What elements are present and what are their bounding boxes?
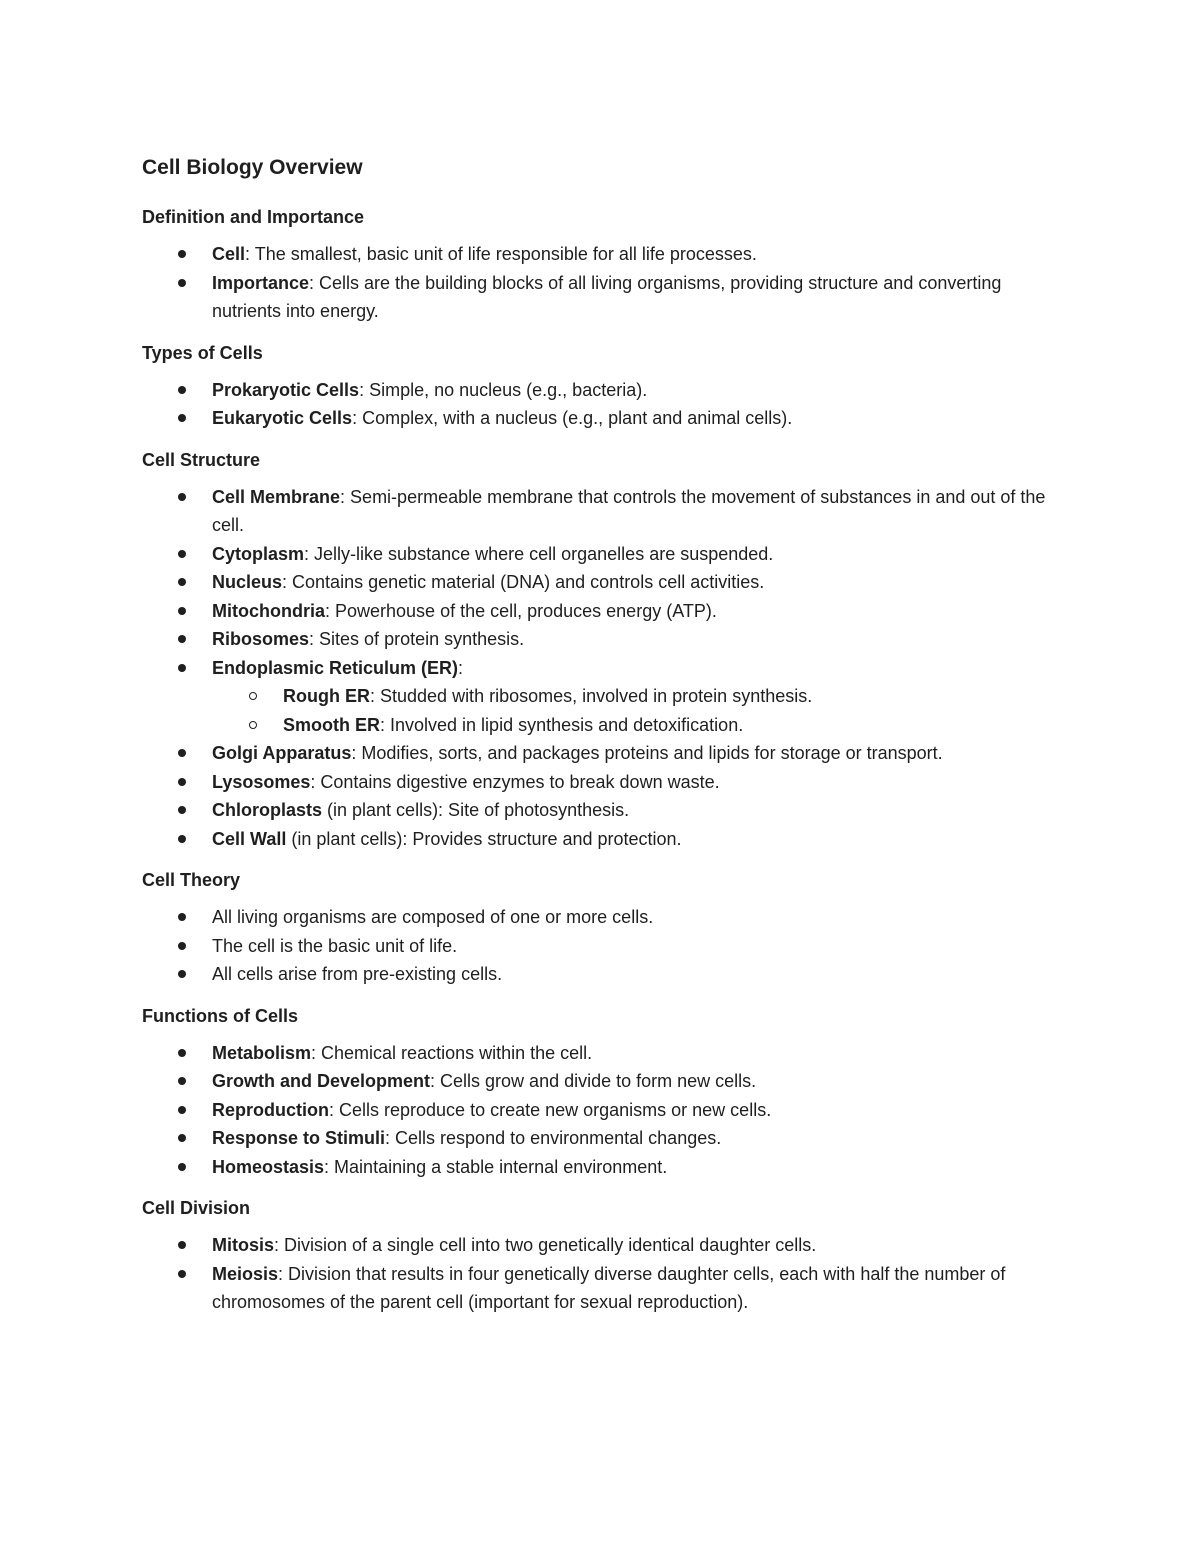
bullet-list xyxy=(142,240,1062,326)
list-item-text: : Powerhouse of the cell, produces energy (ATP). xyxy=(325,600,717,621)
list-item xyxy=(142,932,1062,961)
document-title: Cell Biology Overview xyxy=(142,156,363,179)
bullet-icon xyxy=(178,942,186,950)
list-item-text: : Sites of protein synthesis. xyxy=(309,629,525,649)
sub-list-item-term: Smooth ER xyxy=(283,714,380,735)
list-item xyxy=(142,540,1062,569)
list-item-term: Prokaryotic Cells xyxy=(212,379,360,400)
list-item-text: : Semi-permeable membrane that controls the movement of substances in and out of the cell. xyxy=(212,486,1046,535)
bullet-icon xyxy=(178,1241,186,1249)
bullet-icon xyxy=(178,493,186,501)
list-item-term: Importance xyxy=(212,272,310,293)
bullet-icon xyxy=(178,1270,186,1278)
list-item-term: Mitochondria xyxy=(212,600,325,621)
bullet-icon xyxy=(178,386,186,394)
list-item-text: : Chemical reactions within the cell. xyxy=(311,1042,593,1063)
list-item-text: (in plant cells): Provides structure and protection. xyxy=(286,828,682,849)
list-item xyxy=(142,1231,1062,1260)
list-item xyxy=(142,768,1062,797)
list-item-text: : xyxy=(458,657,464,678)
list-item xyxy=(142,1260,1062,1317)
list-item xyxy=(142,597,1062,626)
sub-list-item xyxy=(212,682,1062,711)
hollow-bullet-icon xyxy=(249,692,257,700)
list-item-text: : Cells are the building blocks of all living organisms, providing structure and converting nutrients into energy. xyxy=(212,272,1002,321)
list-item-term: Reproduction xyxy=(212,1099,329,1120)
list-item-term: Mitosis xyxy=(212,1235,275,1255)
bullet-icon xyxy=(178,1049,186,1057)
bullet-icon xyxy=(178,749,186,757)
sub-bullet-list xyxy=(212,682,1062,739)
section-heading-cell-structure: Cell Structure xyxy=(142,449,261,470)
list-item-text: : Maintaining a stable internal environment. xyxy=(324,1156,668,1177)
sub-list-item xyxy=(212,711,1062,740)
list-item-text: : Cells grow and divide to form new cells. xyxy=(430,1071,757,1091)
bullet-icon xyxy=(178,835,186,843)
list-item-term: Nucleus xyxy=(212,572,283,592)
list-item-text: : Modifies, sorts, and packages proteins and lipids for storage or transport. xyxy=(351,743,943,763)
list-item-text: : Cells respond to environmental changes. xyxy=(385,1128,722,1148)
bullet-icon xyxy=(178,1077,186,1085)
list-item-text: : Division of a single cell into two genetically identical daughter cells. xyxy=(274,1235,817,1255)
list-item-text: : Complex, with a nucleus (e.g., plant and animal cells). xyxy=(352,408,793,428)
list-item-term: Homeostasis xyxy=(212,1156,325,1177)
list-item-term: Cell Wall xyxy=(212,828,287,849)
document-page xyxy=(142,150,1062,1331)
bullet-icon xyxy=(178,607,186,615)
list-item-text: : Contains digestive enzymes to break down waste. xyxy=(310,771,720,792)
list-item xyxy=(142,739,1062,768)
list-item-term: Lysosomes xyxy=(212,771,311,792)
bullet-list xyxy=(142,903,1062,989)
list-item-term: Metabolism xyxy=(212,1042,312,1063)
bullet-icon xyxy=(178,970,186,978)
list-item-term: Endoplasmic Reticulum (ER) xyxy=(212,657,459,678)
list-item-text: (in plant cells): Site of photosynthesis. xyxy=(322,800,630,820)
bullet-icon xyxy=(178,664,186,672)
bullet-icon xyxy=(178,1106,186,1114)
list-item xyxy=(142,404,1062,433)
document-body xyxy=(142,204,1062,1317)
list-item-term: Cell xyxy=(212,244,246,264)
list-item xyxy=(142,1153,1062,1182)
list-item-text: : Contains genetic material (DNA) and controls cell activities. xyxy=(282,572,765,592)
list-item-text: The cell is the basic unit of life. xyxy=(212,935,458,956)
bullet-icon xyxy=(178,1134,186,1142)
bullet-list xyxy=(142,376,1062,433)
list-item xyxy=(142,1039,1062,1068)
list-item xyxy=(142,376,1062,405)
list-item-term: Golgi Apparatus xyxy=(212,743,352,763)
list-item-text: : Simple, no nucleus (e.g., bacteria). xyxy=(359,379,648,400)
section-heading-cell-theory: Cell Theory xyxy=(142,870,241,890)
list-item xyxy=(142,483,1062,540)
section-heading-definition-and-importance: Definition and Importance xyxy=(142,207,365,227)
list-item xyxy=(142,796,1062,825)
sub-list-item-text: : Involved in lipid synthesis and detoxification. xyxy=(380,714,744,735)
list-item xyxy=(142,568,1062,597)
bullet-list xyxy=(142,483,1062,854)
list-item-term: Cell Membrane xyxy=(212,486,341,507)
bullet-icon xyxy=(178,578,186,586)
list-item-text: : Jelly-like substance where cell organelles are suspended. xyxy=(304,543,774,564)
section-heading-types-of-cells: Types of Cells xyxy=(142,342,263,363)
bullet-icon xyxy=(178,778,186,786)
list-item xyxy=(142,269,1062,326)
list-item-term: Meiosis xyxy=(212,1263,279,1284)
list-item-term: Eukaryotic Cells xyxy=(212,408,353,428)
list-item-text: All living organisms are composed of one or more cells. xyxy=(212,907,654,927)
bullet-icon xyxy=(178,913,186,921)
list-item-text: : The smallest, basic unit of life responsible for all life processes. xyxy=(245,244,757,264)
list-item xyxy=(142,960,1062,989)
section-heading-functions-of-cells: Functions of Cells xyxy=(142,1005,299,1026)
bullet-list xyxy=(142,1039,1062,1182)
list-item xyxy=(142,1124,1062,1153)
list-item xyxy=(142,625,1062,654)
bullet-icon xyxy=(178,550,186,558)
hollow-bullet-icon xyxy=(249,721,257,729)
list-item xyxy=(142,654,1062,740)
bullet-list xyxy=(142,1231,1062,1317)
bullet-icon xyxy=(178,806,186,814)
list-item xyxy=(142,240,1062,269)
list-item xyxy=(142,1067,1062,1096)
bullet-icon xyxy=(178,414,186,422)
list-item-term: Growth and Development xyxy=(212,1071,431,1091)
list-item-text: All cells arise from pre-existing cells. xyxy=(212,964,503,984)
bullet-icon xyxy=(178,250,186,258)
sub-list-item-text: : Studded with ribosomes, involved in protein synthesis. xyxy=(370,686,813,706)
list-item-text: : Division that results in four genetically diverse daughter cells, each with half the number of chromosomes of the parent cell (important for sexual reproduction). xyxy=(212,1263,1006,1312)
bullet-icon xyxy=(178,1163,186,1171)
list-item-term: Cytoplasm xyxy=(212,543,305,564)
bullet-icon xyxy=(178,635,186,643)
list-item-term: Response to Stimuli xyxy=(212,1128,386,1148)
section-heading-cell-division: Cell Division xyxy=(142,1198,251,1218)
list-item xyxy=(142,1096,1062,1125)
list-item-text: : Cells reproduce to create new organisms or new cells. xyxy=(329,1099,772,1120)
list-item xyxy=(142,903,1062,932)
sub-list-item-term: Rough ER xyxy=(283,686,370,706)
list-item-term: Ribosomes xyxy=(212,629,310,649)
list-item xyxy=(142,825,1062,854)
list-item-term: Chloroplasts xyxy=(212,800,323,820)
bullet-icon xyxy=(178,279,186,287)
